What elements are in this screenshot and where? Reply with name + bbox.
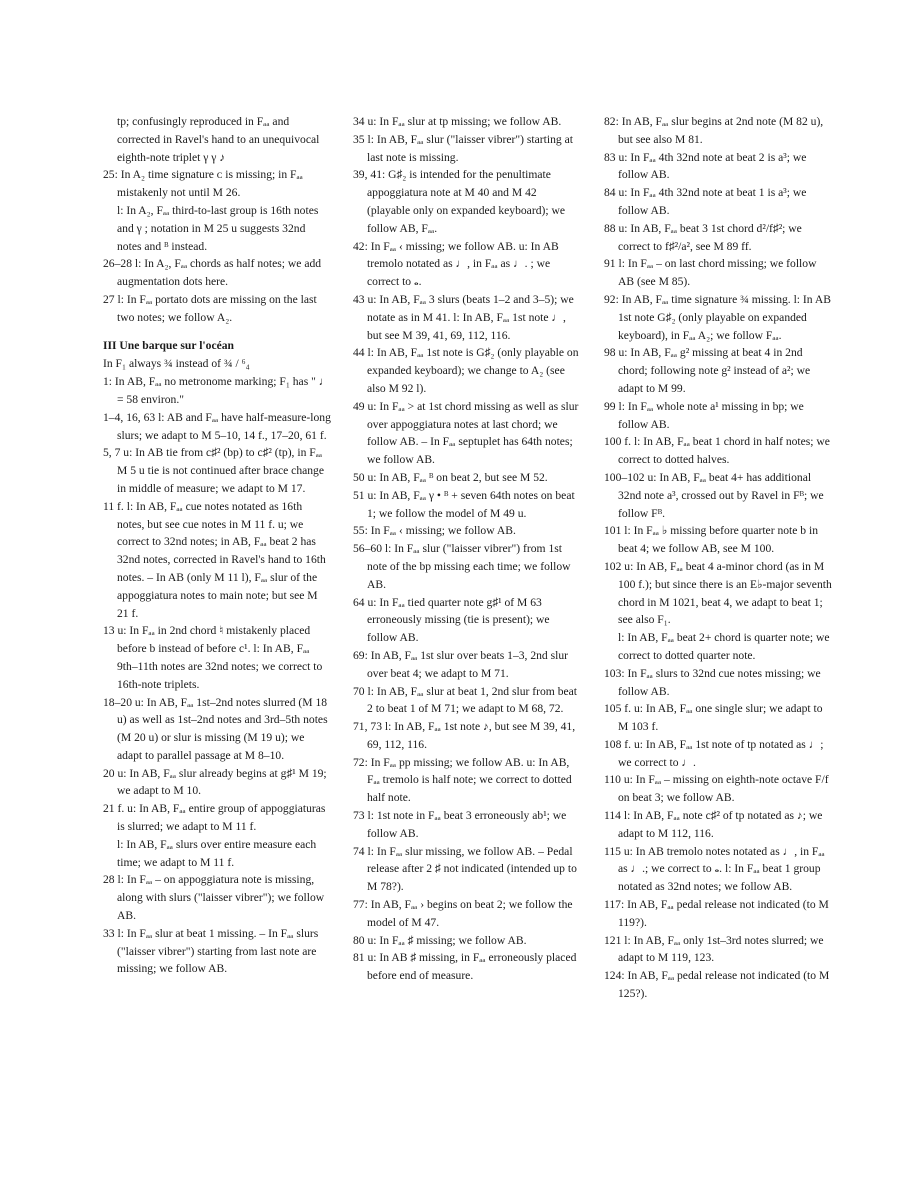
report-entry: 121 l: In AB, Fₐₐ only 1st–3rd notes slurred; we adapt to M 119, 123. bbox=[604, 933, 824, 965]
report-entry: 69: In AB, Fₐₐ 1st slur over beats 1–3, 2nd slur over beat 4; we adapt to M 71. bbox=[353, 648, 569, 680]
text-column-left bbox=[103, 113, 331, 978]
report-entry: 102 u: In AB, Fₐₐ beat 4 a-minor chord (as in M 100 f.); but since there is an E♭-major seventh chord in M 1021, beat 4, we adapt to beat 1; see also F₁. bbox=[604, 559, 832, 627]
report-entry: 55: In Fₐₐ ‹ missing; we follow AB. bbox=[353, 524, 516, 538]
report-entry: 11 f. l: In AB, Fₐₐ cue notes notated as 16th notes, but see cue notes in M 11 f. u; we correct to 32nd notes; in AB, Fₐₐ beat 2 has 32nd notes, corrected in Ravel's hand to 16th notes. – In AB (only M 11 l), Fₐₐ slur of the appoggiatura notes to main note; but see M 21 f. bbox=[103, 499, 326, 620]
report-entry: 43 u: In AB, Fₐₐ 3 slurs (beats 1–2 and 3–5); we notate as in M 41. l: In AB, Fₐₐ 1st note ♩, but see M 39, 41, 69, 112, 116. bbox=[353, 292, 574, 342]
report-entry: 72: In Fₐₐ pp missing; we follow AB. u: In AB, Fₐₐ tremolo is half note; we correct to dotted half note. bbox=[353, 755, 572, 805]
report-entry: 21 f. u: In AB, Fₐₐ entire group of appoggiaturas is slurred; we adapt to M 11 f. bbox=[103, 802, 326, 834]
report-entry: 25: In A₂ time signature ᴄ is missing; in Fₐₐ mistakenly not until M 26. bbox=[103, 168, 303, 200]
report-entry: 20 u: In AB, Fₐₐ slur already begins at g♯¹ M 19; we adapt to M 10. bbox=[103, 766, 327, 798]
report-entry: 13 u: In Fₐₐ in 2nd chord ♮ mistakenly placed before b instead of before c¹. l: In AB, Fₐₐ 9th–11th notes are 32nd notes; we correct to 16th-note triplets. bbox=[103, 624, 323, 691]
report-entry: 91 l: In Fₐₐ – on last chord missing; we follow AB (see M 85). bbox=[604, 257, 817, 289]
report-entry: 49 u: In Fₐₐ > at 1st chord missing as well as slur over appoggiatura notes at last chord; we follow AB. – In Fₐₐ septuplet has 64th notes; we follow AB. bbox=[353, 399, 579, 467]
report-entry: 84 u: In Fₐₐ 4th 32nd note at beat 1 is a³; we follow AB. bbox=[604, 186, 807, 217]
report-entry: 105 f. u: In AB, Fₐₐ one single slur; we adapt to M 103 f. bbox=[604, 702, 823, 734]
report-entry: 64 u: In Fₐₐ tied quarter note g♯¹ of M 63 erroneously missing (tie is present); we follow AB. bbox=[353, 595, 550, 645]
report-entry: 88 u: In AB, Fₐₐ beat 3 1st chord d²/f♯²; we correct to f♯²/a², see M 89 ff. bbox=[604, 221, 802, 253]
report-entry: 99 l: In Fₐₐ whole note a¹ missing in bp; we follow AB. bbox=[604, 399, 804, 431]
report-entry: 108 f. u: In AB, Fₐₐ 1st note of tp notated as ♩; we correct to ♩. bbox=[604, 737, 824, 769]
report-entry: 26–28 l: In A₂, Fₐₐ chords as half notes; we add augmentation dots here. bbox=[103, 257, 322, 289]
report-entry: 73 l: 1st note in Fₐₐ beat 3 erroneously ab¹; we follow AB. bbox=[353, 809, 567, 840]
report-entry: 56–60 l: In Fₐₐ slur ("laisser vibrer") from 1st note of the bp missing each time; we follow AB. bbox=[353, 542, 571, 591]
report-entry-continuation: tp; confusingly reproduced in Fₐₐ and corrected in Ravel's hand to an unequivocal eighth-note triplet γ γ ♪ bbox=[117, 115, 320, 164]
report-entry: 28 l: In Fₐₐ – on appoggiatura note is missing, along with slurs ("laisser vibrer"); we follow AB. bbox=[103, 873, 325, 923]
report-entry: 124: In AB, Fₐₐ pedal release not indicated (to M 125?). bbox=[604, 969, 830, 1001]
report-entry: 98 u: In AB, Fₐₐ g² missing at beat 4 in 2nd chord; following note g² instead of a²; we adapt to M 99. bbox=[604, 346, 811, 395]
report-entry: 74 l: In Fₐₐ slur missing, we follow AB. – Pedal release after 2 ♯ not indicated (intended up to M 78?). bbox=[353, 844, 577, 894]
report-entry: 100–102 u: In AB, Fₐₐ beat 4+ has additional 32nd note a³, crossed out by Ravel in Fᴮ; we follow Fᴮ. bbox=[604, 470, 824, 520]
report-entry: 92: In AB, Fₐₐ time signature ¾ missing. l: In AB 1st note G♯₂ (only playable on expanded keyboard), in Fₐₐ A₂; we follow Fₐₐ. bbox=[604, 292, 831, 342]
section-note: In F₁ always ¾ instead of ¾ / ⁶₄ bbox=[103, 357, 250, 371]
report-entry: 100 f. l: In AB, Fₐₐ beat 1 chord in half notes; we correct to dotted halves. bbox=[604, 435, 830, 467]
report-entry: 1: In AB, Fₐₐ no metronome marking; F₁ has " ♩ = 58 environ." bbox=[103, 375, 331, 406]
report-entry: 51 u: In AB, Fₐₐ γ • ᴮ + seven 64th notes on beat 1; we follow the model of M 49 u. bbox=[353, 488, 575, 520]
report-entry-continuation: l: In AB, Fₐₐ slurs over entire measure each time; we adapt to M 11 f. bbox=[117, 837, 317, 869]
report-entry: 33 l: In Fₐₐ slur at beat 1 missing. – In Fₐₐ slurs ("laisser vibrer") starting from last note are missing; we follow AB. bbox=[103, 926, 319, 976]
report-entry: 27 l: In Fₐₐ portato dots are missing on the last two notes; we follow A₂. bbox=[103, 292, 317, 324]
report-entry: 71, 73 l: In AB, Fₐₐ 1st note ♪, but see M 39, 41, 69, 112, 116. bbox=[353, 720, 576, 751]
report-entry: 117: In AB, Fₐₐ pedal release not indicated (to M 119?). bbox=[604, 898, 829, 929]
report-entry: 77: In AB, Fₐₐ › begins on beat 2; we follow the model of M 47. bbox=[353, 898, 573, 929]
text-column-middle bbox=[353, 113, 581, 985]
report-entry: 35 l: In AB, Fₐₐ slur ("laisser vibrer") starting at last note is missing. bbox=[353, 132, 573, 164]
report-entry: 44 l: In AB, Fₐₐ 1st note is G♯₂ (only playable on expanded keyboard); we change to A₂ (see also M 92 l). bbox=[353, 346, 579, 395]
report-entry: 39, 41: G♯₂ is intended for the penultimate appoggiatura note at M 40 and M 42 (playable only on expanded keyboard); we follow AB, Fₐₐ. bbox=[353, 168, 565, 235]
report-entry: 115 u: In AB tremolo notes notated as ♩, in Fₐₐ as ♩.; we correct to 𝅝. l: In Fₐₐ beat 1 group notated as 32nd notes; we follow AB. bbox=[604, 844, 825, 894]
report-entry-continuation: l: In A₂, Fₐₐ third-to-last group is 16th notes and γ ; notation in M 25 u suggests 32nd notes and ᴮ instead. bbox=[117, 203, 319, 253]
report-entry: 34 u: In Fₐₐ slur at tp missing; we follow AB. bbox=[353, 115, 562, 128]
report-entry: 70 l: In AB, Fₐₐ slur at beat 1, 2nd slur from beat 2 to beat 1 of M 71; we adapt to M 68, 72. bbox=[353, 684, 578, 716]
report-entry: 18–20 u: In AB, Fₐₐ 1st–2nd notes slurred (M 18 u) as well as 1st–2nd notes and 3rd–5th notes (M 20 u) or slur is missing (M 19 u); we adapt to parallel passage at M 8–10. bbox=[103, 695, 328, 762]
report-entry: 110 u: In Fₐₐ – missing on eighth-note octave F/f on beat 3; we follow AB. bbox=[604, 773, 829, 805]
report-entry: 50 u: In AB, Fₐₐ ᴮ on beat 2, but see M 52. bbox=[353, 470, 548, 484]
report-entry: 80 u: In Fₐₐ ♯ missing; we follow AB. bbox=[353, 933, 527, 947]
report-entry: 42: In Fₐₐ ‹ missing; we follow AB. u: In AB tremolo notated as ♩, in Fₐₐ as ♩. ; we correct to 𝅝. bbox=[353, 239, 559, 289]
report-entry: 81 u: In AB ♯ missing, in Fₐₐ erroneously placed before end of measure. bbox=[353, 951, 577, 983]
report-entry: 1–4, 16, 63 l: AB and Fₐₐ have half-measure-long slurs; we adapt to M 5–10, 14 f., 17–20, 61 f. bbox=[103, 410, 331, 442]
report-entry: 83 u: In Fₐₐ 4th 32nd note at beat 2 is a³; we follow AB. bbox=[604, 150, 807, 182]
section-heading: III Une barque sur l'océan bbox=[103, 338, 234, 352]
report-entry-continuation: l: In AB, Fₐₐ beat 2+ chord is quarter note; we correct to dotted quarter note. bbox=[618, 631, 830, 662]
report-entry: 101 l: In Fₐₐ ♭ missing before quarter note b in beat 4; we follow AB, see M 100. bbox=[604, 524, 819, 556]
report-entry: 103: In Fₐₐ slurs to 32nd cue notes missing; we follow AB. bbox=[604, 666, 821, 698]
text-column-right bbox=[604, 113, 832, 1003]
report-entry: 82: In AB, Fₐₐ slur begins at 2nd note (M 82 u), but see also M 81. bbox=[604, 115, 824, 146]
report-entry: 114 l: In AB, Fₐₐ note c♯² of tp notated as ♪; we adapt to M 112, 116. bbox=[604, 809, 823, 840]
report-entry: 5, 7 u: In AB tie from c♯² (bp) to c♯² (tp), in Fₐₐ M 5 u tie is not continued after brace change in middle of measure; we adapt to M 17. bbox=[103, 446, 325, 495]
